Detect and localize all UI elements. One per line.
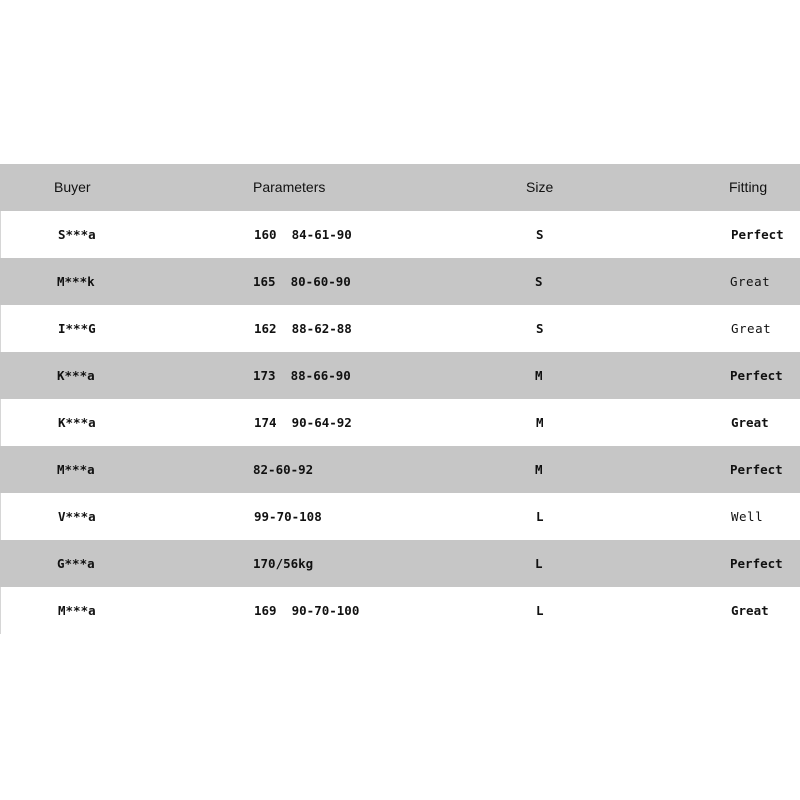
fitting-cell: Well — [731, 509, 764, 524]
fitting-cell: Perfect — [730, 556, 783, 571]
table-row — [0, 587, 800, 634]
size-cell: M — [535, 462, 543, 477]
table-header-row — [0, 164, 800, 211]
fitting-cell: Perfect — [731, 227, 784, 242]
buyer-cell: S***a — [58, 227, 96, 242]
buyer-cell: M***a — [57, 462, 95, 477]
table-row — [0, 352, 800, 399]
fitting-cell: Great — [731, 603, 769, 618]
parameters-cell: 165 80-60-90 — [253, 274, 351, 289]
table-row — [0, 446, 800, 493]
parameters-cell: 170/56kg — [253, 556, 314, 571]
parameters-cell: 169 90-70-100 — [254, 603, 360, 618]
size-cell: M — [536, 415, 544, 430]
buyer-cell: V***a — [58, 509, 96, 524]
parameters-cell: 99-70-108 — [254, 509, 322, 524]
header-buyer: Buyer — [54, 179, 91, 195]
buyer-cell: M***a — [58, 603, 96, 618]
size-cell: M — [535, 368, 543, 383]
parameters-cell: 174 90-64-92 — [254, 415, 352, 430]
parameters-cell: 173 88-66-90 — [253, 368, 351, 383]
size-cell: L — [535, 556, 543, 571]
header-size: Size — [526, 179, 554, 195]
fitting-cell: Perfect — [730, 368, 783, 383]
table-row — [0, 540, 800, 587]
size-cell: S — [536, 227, 544, 242]
fitting-cell: Great — [731, 321, 772, 336]
buyer-cell: G***a — [57, 556, 95, 571]
table-row — [0, 258, 800, 305]
table-row — [0, 305, 800, 352]
fitting-cell: Perfect — [730, 462, 783, 477]
parameters-cell: 162 88-62-88 — [254, 321, 352, 336]
table-body — [0, 211, 800, 634]
table-row — [0, 493, 800, 540]
size-cell: S — [536, 321, 544, 336]
header-fitting: Fitting — [729, 179, 768, 195]
size-feedback-table — [0, 164, 800, 634]
buyer-cell: M***k — [57, 274, 95, 289]
header-parameters: Parameters — [253, 179, 326, 195]
table-row — [0, 399, 800, 446]
fitting-cell: Great — [730, 274, 771, 289]
size-cell: L — [536, 603, 544, 618]
buyer-cell: K***a — [58, 415, 96, 430]
buyer-cell: I***G — [58, 321, 96, 336]
size-cell: S — [535, 274, 543, 289]
buyer-cell: K***a — [57, 368, 95, 383]
table-row — [0, 211, 800, 258]
fitting-cell: Great — [731, 415, 769, 430]
size-cell: L — [536, 509, 544, 524]
parameters-cell: 160 84-61-90 — [254, 227, 352, 242]
parameters-cell: 82-60-92 — [253, 462, 314, 477]
